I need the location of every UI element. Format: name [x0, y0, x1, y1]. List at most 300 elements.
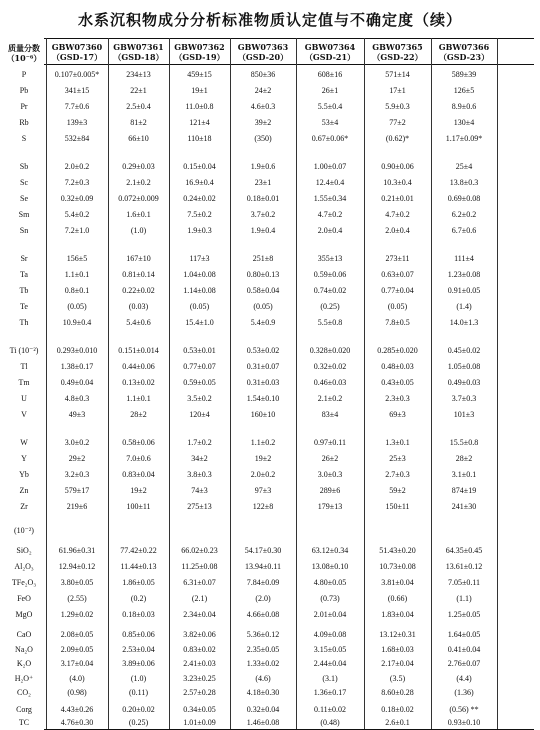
table-cell: 64.35±0.45	[445, 546, 483, 555]
table-cell: 2.01±0.04	[313, 610, 347, 619]
row-label: Rb	[19, 118, 29, 127]
table-cell: 850±36	[250, 70, 276, 79]
table-cell: 13.61±0.12	[445, 562, 483, 571]
table-cell: 66.02±0.23	[181, 546, 218, 555]
table-cell: 111±4	[454, 254, 474, 263]
row-label: Sb	[19, 162, 29, 171]
table-cell: 3.82±0.06	[183, 630, 216, 639]
table-cell: 0.32±0.02	[313, 362, 347, 371]
table-cell: 0.18±0.02	[381, 705, 414, 714]
table-cell: 83±4	[321, 410, 339, 419]
table-cell: 1.14±0.08	[183, 286, 216, 295]
table-cell: 179±13	[317, 502, 343, 511]
row-label: Y	[21, 454, 27, 463]
table-cell: 0.15±0.04	[183, 162, 216, 171]
table-cell: 14.0±1.3	[449, 318, 479, 327]
table-cell: (4.6)	[255, 673, 271, 683]
table-cell: 59±2	[389, 486, 406, 495]
table-cell: (4.4)	[456, 673, 472, 683]
table-cell: 0.32±0.09	[60, 194, 94, 203]
table-cell: 13.94±0.11	[244, 562, 282, 571]
column-header	[46, 42, 108, 62]
column-header	[364, 42, 431, 62]
row-label: SiO₂	[16, 546, 32, 555]
table-cell: 2.44±0.04	[313, 659, 347, 668]
table-cell: 11.25±0.08	[181, 562, 218, 571]
header-rule	[44, 64, 534, 65]
table-cell: 26±2	[321, 454, 339, 463]
table-cell: 81±2	[130, 118, 147, 127]
table-cell: 0.31±0.03	[246, 378, 280, 387]
page-title: 水系沉积物成分分析标准物质认定值与不确定度（续）	[77, 11, 462, 29]
row-label: Ta	[20, 270, 28, 279]
table-cell: 2.09±0.05	[60, 644, 94, 654]
row-label: FeO	[17, 594, 31, 603]
table-cell: (0.56) **	[449, 705, 479, 714]
table-cell: 12.94±0.12	[58, 562, 96, 571]
table-cell: 34±2	[191, 454, 208, 463]
row-label: Tl	[20, 362, 28, 371]
table-cell: 0.41±0.04	[447, 644, 481, 654]
table-cell: 13.8±0.3	[449, 178, 479, 187]
table-cell: 289±6	[319, 486, 341, 495]
table-cell: 24±2	[254, 86, 272, 95]
row-label: W	[20, 438, 28, 447]
table-cell: 1.46±0.08	[246, 718, 280, 727]
table-cell: 2.53±0.04	[122, 644, 155, 654]
table-cell: 0.293±0.010	[56, 346, 98, 355]
table-cell: 0.83±0.04	[122, 470, 155, 479]
table-cell: (2.0)	[255, 594, 271, 603]
table-cell: 0.59±0.06	[313, 270, 347, 279]
row-label: CaO	[16, 630, 32, 639]
table-cell: (1.4)	[456, 302, 472, 311]
table-cell: 273±11	[385, 254, 410, 263]
table-cell: 3.17±0.04	[60, 659, 94, 668]
table-cell: (0.11)	[128, 688, 149, 697]
table-cell: 7.05±0.11	[447, 578, 481, 587]
data-table	[6, 38, 534, 730]
row-label: Th	[19, 318, 29, 327]
table-cell: 6.7±0.6	[451, 226, 477, 235]
column-divider	[169, 38, 170, 729]
table-cell: 3.81±0.04	[381, 578, 414, 587]
table-cell: (1.36)	[454, 688, 474, 697]
row-label: Sr	[20, 254, 28, 263]
table-cell: 4.09±0.08	[313, 630, 347, 639]
table-cell: 69±3	[389, 410, 406, 419]
table-cell: 1.23±0.08	[447, 270, 481, 279]
row-label: Tm	[18, 378, 30, 387]
table-cell: 0.81±0.14	[122, 270, 155, 279]
table-cell: 3.23±0.25	[183, 673, 216, 683]
table-cell: 571±14	[385, 70, 410, 79]
table-cell: (1.1)	[456, 594, 472, 603]
table-cell: 7.5±0.2	[187, 210, 212, 219]
table-cell: (2.1)	[191, 594, 208, 603]
table-cell: 1.29±0.02	[60, 610, 94, 619]
column-header	[169, 42, 230, 62]
table-cell: 25±4	[455, 162, 473, 171]
table-cell: 7.7±0.6	[64, 102, 90, 111]
column-header	[108, 42, 169, 62]
row-label: TFe₂O₃	[11, 578, 37, 587]
table-cell: 0.11±0.02	[313, 705, 347, 714]
table-cell: 2.0±0.4	[317, 226, 343, 235]
table-cell: 0.58±0.06	[122, 438, 155, 447]
table-cell: 122±8	[252, 502, 274, 511]
table-cell: (0.98)	[67, 688, 87, 697]
table-cell: 4.8±0.3	[64, 394, 90, 403]
column-code: GBW07361	[113, 42, 164, 52]
table-cell: 28±2	[130, 410, 147, 419]
column-divider	[230, 38, 231, 729]
table-cell: 28±2	[455, 454, 473, 463]
table-cell: 0.151±0.014	[118, 346, 159, 355]
table-cell: 13.08±0.10	[311, 562, 349, 571]
table-cell: 7.0±0.6	[126, 454, 151, 463]
table-cell: 0.24±0.02	[183, 194, 216, 203]
table-cell: 0.18±0.01	[246, 194, 280, 203]
table-cell: 10.9±0.4	[62, 318, 92, 327]
table-cell: (0.05)	[67, 302, 87, 311]
column-code: GBW07364	[304, 42, 356, 52]
row-label: Pb	[19, 86, 29, 95]
table-cell: 77±2	[389, 118, 406, 127]
column-subcode: （GSD-21）	[304, 52, 356, 62]
table-cell: 3.80±0.05	[60, 578, 94, 587]
table-cell: 150±11	[385, 502, 410, 511]
row-label: Tb	[19, 286, 29, 295]
table-cell: 19±2	[130, 486, 147, 495]
row-label: Corg	[16, 705, 32, 714]
table-cell: 251±8	[252, 254, 274, 263]
column-header	[230, 42, 296, 62]
table-cell: 0.43±0.05	[381, 378, 414, 387]
table-cell: 0.32±0.04	[246, 705, 280, 714]
table-cell: 23±1	[254, 178, 272, 187]
column-subcode: （GSD-19）	[174, 52, 225, 62]
table-cell: 1.04±0.08	[183, 270, 216, 279]
table-cell: 49±3	[68, 410, 86, 419]
table-cell: 0.20±0.02	[122, 705, 155, 714]
table-cell: 25±3	[389, 454, 406, 463]
table-cell: 1.1±0.2	[250, 438, 276, 447]
table-cell: 7.84±0.09	[246, 578, 280, 587]
table-cell: 0.90±0.06	[381, 162, 414, 171]
table-cell: 0.44±0.06	[122, 362, 155, 371]
table-cell: 241±30	[451, 502, 477, 511]
table-cell: (3.5)	[389, 673, 406, 683]
table-cell: 1.9±0.6	[250, 162, 276, 171]
table-cell: 1.00±0.07	[313, 162, 347, 171]
table-cell: 121±4	[189, 118, 210, 127]
table-cell: (0.25)	[128, 718, 149, 727]
table-cell: 53±4	[321, 118, 339, 127]
table-cell: 63.12±0.34	[311, 546, 349, 555]
table-cell: 0.49±0.04	[60, 378, 94, 387]
row-label: U	[21, 394, 27, 403]
table-cell: 1.86±0.05	[122, 578, 155, 587]
table-cell: 0.34±0.05	[183, 705, 216, 714]
table-cell: 234±13	[126, 70, 151, 79]
table-cell: 16.9±0.4	[185, 178, 214, 187]
table-cell: (0.66)	[387, 594, 408, 603]
table-cell: 130±4	[453, 118, 475, 127]
table-cell: 0.69±0.08	[447, 194, 481, 203]
table-cell: 0.8±0.1	[64, 286, 90, 295]
table-cell: (4.0)	[69, 673, 85, 683]
table-cell: 5.4±0.2	[64, 210, 90, 219]
table-cell: 12.4±0.4	[315, 178, 345, 187]
table-cell: 0.45±0.02	[447, 346, 481, 355]
table-cell: 11.0±0.8	[185, 102, 214, 111]
table-cell: 15.4±1.0	[185, 318, 214, 327]
row-label: Sm	[18, 210, 30, 219]
column-subcode: （GSD-23）	[438, 52, 490, 62]
table-cell: 341±15	[64, 86, 90, 95]
table-cell: 1.7±0.2	[187, 438, 212, 447]
table-cell: 51.43±0.20	[379, 546, 416, 555]
row-label: Yb	[19, 470, 29, 479]
column-divider	[364, 38, 365, 729]
table-cell: 2.5±0.4	[126, 102, 151, 111]
row-label: MgO	[15, 610, 33, 619]
corner-header	[2, 43, 46, 63]
table-cell: 1.05±0.08	[447, 362, 481, 371]
table-cell: 4.80±0.05	[313, 578, 347, 587]
table-cell: 3.5±0.2	[187, 394, 212, 403]
table-cell: 2.17±0.04	[381, 659, 414, 668]
table-cell: (0.25)	[320, 302, 340, 311]
table-cell: 0.77±0.07	[183, 362, 216, 371]
table-cell: (1.0)	[130, 673, 147, 683]
table-cell: 66±10	[128, 134, 149, 143]
table-cell: 74±3	[191, 486, 208, 495]
table-cell: 0.53±0.01	[183, 346, 216, 355]
table-cell: 4.76±0.30	[60, 718, 94, 727]
row-label: Zr	[20, 502, 28, 511]
column-code: GBW07366	[438, 42, 490, 52]
table-cell: 0.83±0.02	[183, 644, 216, 654]
table-cell: (0.05)	[189, 302, 210, 311]
table-cell: 0.49±0.03	[447, 378, 481, 387]
table-cell: 120±4	[189, 410, 210, 419]
table-top-rule	[44, 38, 534, 39]
table-cell: 29±2	[68, 454, 86, 463]
table-cell: 110±18	[187, 134, 212, 143]
table-cell: 2.41±0.03	[183, 659, 216, 668]
table-cell: 2.3±0.3	[385, 394, 410, 403]
table-cell: (1.0)	[130, 226, 147, 235]
table-cell: 2.57±0.28	[183, 688, 216, 697]
table-cell: 5.4±0.6	[126, 318, 151, 327]
table-cell: 2.6±0.1	[385, 718, 410, 727]
table-cell: 7.2±1.0	[64, 226, 90, 235]
table-cell: 39±2	[254, 118, 272, 127]
table-cell: 4.18±0.30	[246, 688, 280, 697]
table-cell: 0.85±0.06	[122, 630, 155, 639]
table-cell: 589±39	[451, 70, 477, 79]
column-code: GBW07360	[51, 42, 103, 52]
row-label: Pr	[20, 102, 28, 111]
table-cell: (0.05)	[387, 302, 408, 311]
table-cell: 7.2±0.3	[64, 178, 90, 187]
table-cell: 1.6±0.1	[126, 210, 151, 219]
row-label: Na₂O	[15, 644, 33, 654]
table-cell: 0.74±0.02	[313, 286, 347, 295]
units-label: (10⁻²)	[14, 526, 34, 535]
table-cell: 4.43±0.26	[60, 705, 94, 714]
table-cell: 4.66±0.08	[246, 610, 280, 619]
table-cell: (0.05)	[253, 302, 273, 311]
column-header	[296, 42, 364, 62]
table-cell: 0.46±0.03	[313, 378, 347, 387]
table-cell: 10.73±0.08	[379, 562, 416, 571]
table-cell: 0.91±0.05	[447, 286, 481, 295]
table-cell: 1.54±0.10	[246, 394, 280, 403]
table-cell: 0.29±0.03	[122, 162, 155, 171]
table-cell: 2.08±0.05	[60, 630, 94, 639]
table-cell: 4.7±0.2	[385, 210, 410, 219]
table-cell: 1.01±0.09	[183, 718, 216, 727]
table-cell: 2.76±0.07	[447, 659, 481, 668]
table-cell: 19±2	[254, 454, 272, 463]
table-cell: (0.2)	[130, 594, 147, 603]
table-cell: 0.63±0.07	[381, 270, 414, 279]
table-cell: 139±3	[66, 118, 88, 127]
row-label: K₂O	[16, 659, 32, 668]
table-cell: 1.9±0.4	[250, 226, 276, 235]
table-cell: 2.34±0.04	[183, 610, 216, 619]
table-cell: 3.0±0.2	[64, 438, 90, 447]
row-label: H₂O⁺	[14, 673, 34, 683]
table-cell: 61.96±0.31	[58, 546, 96, 555]
table-cell: 1.68±0.03	[381, 644, 414, 654]
table-cell: 0.77±0.04	[381, 286, 414, 295]
table-cell: (2.55)	[67, 594, 87, 603]
table-cell: 219±6	[66, 502, 88, 511]
table-cell: 5.4±0.9	[250, 318, 276, 327]
table-cell: 1.83±0.04	[381, 610, 414, 619]
table-cell: 1.1±0.1	[126, 394, 151, 403]
table-cell: 532±84	[64, 134, 90, 143]
column-code: GBW07363	[237, 42, 289, 52]
table-cell: 1.55±0.34	[313, 194, 347, 203]
table-cell: 0.48±0.03	[381, 362, 414, 371]
table-cell: 0.93±0.10	[447, 718, 481, 727]
row-label: TC	[18, 718, 30, 727]
column-subcode: （GSD-18）	[113, 52, 164, 62]
table-cell: 0.072±0.009	[118, 194, 159, 203]
table-cell: 1.33±0.02	[246, 659, 280, 668]
table-cell: 10.3±0.4	[383, 178, 412, 187]
column-divider	[296, 38, 297, 729]
table-cell: 3.2±0.3	[64, 470, 90, 479]
table-cell: 2.35±0.05	[246, 644, 280, 654]
column-divider	[46, 38, 47, 729]
table-cell: 0.328±0.020	[309, 346, 351, 355]
table-cell: 11.44±0.13	[120, 562, 157, 571]
table-cell: 579±17	[64, 486, 90, 495]
table-cell: 4.6±0.3	[250, 102, 276, 111]
row-label: Sn	[19, 226, 29, 235]
table-cell: 0.59±0.05	[183, 378, 216, 387]
table-cell: 5.36±0.12	[246, 630, 280, 639]
table-cell: 3.8±0.3	[187, 470, 212, 479]
table-cell: 275±13	[187, 502, 212, 511]
table-cell: 0.21±0.01	[381, 194, 414, 203]
table-cell: 160±10	[250, 410, 276, 419]
table-cell: 608±16	[317, 70, 343, 79]
table-cell: 2.1±0.2	[317, 394, 343, 403]
row-label: Zn	[19, 486, 29, 495]
table-cell: (0.73)	[320, 594, 340, 603]
column-divider	[431, 38, 432, 729]
table-cell: 167±10	[126, 254, 151, 263]
column-subcode: （GSD-20）	[237, 52, 289, 62]
row-label: Ti (10⁻²)	[9, 346, 39, 355]
column-divider	[108, 38, 109, 729]
row-label: V	[21, 410, 27, 419]
column-code: GBW07365	[372, 42, 423, 52]
row-label: S	[21, 134, 27, 143]
column-subcode: （GSD-17）	[51, 52, 103, 62]
table-cell: 3.89±0.06	[122, 659, 155, 668]
table-cell: 0.107±0.005*	[54, 70, 100, 79]
table-cell: 1.36±0.17	[313, 688, 347, 697]
row-label: CO₂	[17, 688, 31, 697]
table-cell: 17±1	[389, 86, 406, 95]
table-cell: 0.13±0.02	[122, 378, 155, 387]
table-cell: (0.03)	[128, 302, 149, 311]
table-cell: 874±19	[451, 486, 477, 495]
table-cell: 1.25±0.05	[447, 610, 481, 619]
table-cell: 1.17±0.09*	[445, 134, 483, 143]
table-cell: 2.0±0.4	[385, 226, 410, 235]
table-cell: 101±3	[453, 410, 475, 419]
table-cell: 0.53±0.02	[246, 346, 280, 355]
column-subcode: （GSD-22）	[372, 52, 423, 62]
table-cell: 156±5	[66, 254, 88, 263]
table-cell: 459±15	[187, 70, 212, 79]
table-cell: 1.9±0.3	[187, 226, 212, 235]
table-cell: 7.8±0.5	[385, 318, 410, 327]
table-cell: 0.67±0.06*	[311, 134, 349, 143]
table-cell: 3.15±0.05	[313, 644, 347, 654]
table-cell: 22±1	[130, 86, 147, 95]
table-cell: 0.97±0.11	[313, 438, 347, 447]
table-cell: 8.9±0.6	[451, 102, 477, 111]
table-cell: 0.22±0.02	[122, 286, 155, 295]
table-cell: (350)	[254, 134, 272, 143]
table-cell: 1.64±0.05	[447, 630, 481, 639]
table-cell: 8.60±0.28	[381, 688, 414, 697]
row-label: Al₂O₃	[14, 562, 34, 571]
table-cell: 3.0±0.3	[317, 470, 343, 479]
table-cell: 5.5±0.4	[317, 102, 343, 111]
table-cell: 0.31±0.07	[246, 362, 280, 371]
table-cell: (0.48)	[320, 718, 340, 727]
table-cell: 0.285±0.020	[377, 346, 418, 355]
table-cell: 6.31±0.07	[183, 578, 216, 587]
table-cell: 13.12±0.31	[379, 630, 416, 639]
row-label: P	[21, 70, 27, 79]
table-cell: 26±1	[321, 86, 339, 95]
table-cell: 126±5	[453, 86, 475, 95]
table-cell: 1.38±0.17	[60, 362, 94, 371]
table-cell: 3.7±0.3	[451, 394, 477, 403]
